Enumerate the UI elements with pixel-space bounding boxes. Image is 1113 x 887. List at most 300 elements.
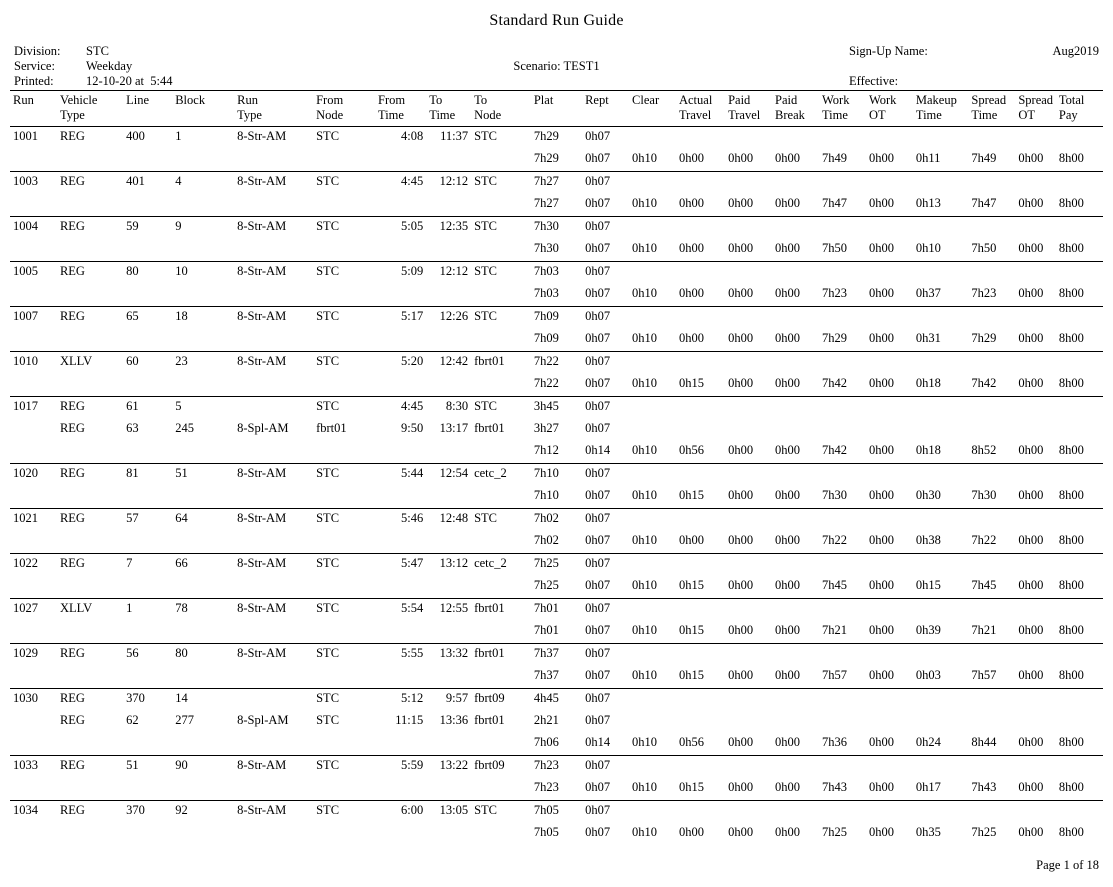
cell-actual_travel: 0h15	[676, 778, 725, 801]
cell-rept: 0h07	[585, 219, 611, 233]
cell-plat: 7h10	[531, 486, 582, 509]
cell-block: 92	[175, 803, 188, 817]
cell-paid_travel	[725, 554, 772, 577]
cell-run_type	[234, 486, 313, 509]
column-header-rept	[582, 91, 629, 127]
table-row	[10, 509, 1103, 532]
cell-vehicle_type: REG	[59, 646, 85, 660]
cell-paid_break: 0h00	[772, 486, 819, 509]
cell-to_node	[471, 239, 531, 262]
cell-run: 1034	[13, 803, 38, 817]
cell-makeup_time: 0h18	[913, 374, 969, 397]
cell-work_time	[819, 801, 866, 824]
cell-to_time: 11:37	[440, 129, 469, 143]
cell-paid_break	[772, 127, 819, 150]
page-footer: Page 1 of 18	[1036, 858, 1099, 872]
cell-clear: 0h10	[629, 149, 676, 172]
cell-vehicle_type: REG	[59, 556, 85, 570]
cell-total_pay	[1056, 689, 1103, 712]
cell-from_node: STC	[316, 309, 340, 323]
cell-to_node: STC	[474, 511, 498, 525]
cell-clear: 0h10	[629, 239, 676, 262]
cell-run	[10, 621, 57, 644]
table-row	[10, 127, 1103, 150]
cell-from_time: 5:47	[401, 556, 424, 570]
column-header-line1: Line	[126, 93, 150, 107]
cell-run_type: 8-Str-AM	[237, 511, 287, 525]
cell-spread_time: 7h49	[968, 149, 1015, 172]
cell-actual_travel	[676, 262, 725, 285]
cell-from_time	[375, 329, 426, 352]
cell-from_node: STC	[316, 713, 340, 727]
cell-rept: 0h07	[582, 666, 629, 689]
cell-plat: 7h30	[531, 239, 582, 262]
cell-paid_travel	[725, 599, 772, 622]
cell-vehicle_type: REG	[59, 264, 85, 278]
cell-to_time	[426, 621, 471, 644]
cell-run: 1007	[13, 309, 38, 323]
cell-vehicle_type	[57, 778, 123, 801]
cell-makeup_time: 0h38	[913, 531, 969, 554]
cell-to_node	[471, 576, 531, 599]
cell-vehicle_type: REG	[59, 713, 85, 727]
cell-spread_ot	[1015, 217, 1056, 240]
cell-work_ot	[866, 127, 913, 150]
cell-vehicle_type	[57, 239, 123, 262]
column-header-line2: Time	[971, 108, 998, 122]
cell-vehicle_type	[57, 441, 123, 464]
cell-makeup_time	[913, 464, 969, 487]
cell-block: 78	[175, 601, 188, 615]
cell-clear	[629, 217, 676, 240]
cell-paid_travel	[725, 397, 772, 420]
cell-run_type	[234, 531, 313, 554]
cell-spread_ot: 0h00	[1015, 329, 1056, 352]
cell-plat: 7h10	[533, 466, 559, 480]
cell-run: 1003	[13, 174, 38, 188]
meta-right-block	[849, 44, 1099, 89]
cell-plat: 7h01	[533, 601, 559, 615]
table-row	[10, 644, 1103, 667]
cell-block: 66	[175, 556, 188, 570]
cell-paid_travel: 0h00	[725, 621, 772, 644]
table-row	[10, 756, 1103, 779]
cell-actual_travel: 0h56	[676, 733, 725, 756]
cell-paid_break: 0h00	[772, 284, 819, 307]
cell-to_node: fbrt01	[474, 354, 505, 368]
cell-run_type: 8-Spl-AM	[237, 713, 289, 727]
cell-spread_ot	[1015, 599, 1056, 622]
cell-line: 370	[126, 803, 145, 817]
cell-work_time	[819, 352, 866, 375]
cell-spread_time: 7h43	[968, 778, 1015, 801]
column-header-work_ot	[866, 91, 913, 127]
cell-work_ot	[866, 644, 913, 667]
cell-plat: 7h27	[531, 194, 582, 217]
cell-run_type	[234, 689, 313, 712]
cell-from_time: 4:45	[401, 174, 424, 188]
cell-makeup_time	[913, 599, 969, 622]
cell-vehicle_type: REG	[59, 129, 85, 143]
column-header-line2: OT	[1018, 108, 1036, 122]
cell-makeup_time: 0h17	[913, 778, 969, 801]
column-header-line1: Spread	[971, 93, 1007, 107]
column-header-line1: Plat	[533, 93, 554, 107]
cell-paid_break	[772, 352, 819, 375]
cell-clear	[629, 464, 676, 487]
cell-line: 60	[126, 354, 139, 368]
cell-paid_break: 0h00	[772, 666, 819, 689]
cell-actual_travel: 0h00	[676, 149, 725, 172]
cell-work_time: 7h42	[819, 441, 866, 464]
cell-plat: 7h03	[533, 264, 559, 278]
cell-spread_ot: 0h00	[1015, 576, 1056, 599]
column-header-line1: Work	[821, 93, 850, 107]
cell-block: 90	[175, 758, 188, 772]
cell-vehicle_type: REG	[59, 309, 85, 323]
cell-makeup_time: 0h31	[913, 329, 969, 352]
cell-run_type: 8-Str-AM	[237, 803, 287, 817]
cell-run_type	[234, 441, 313, 464]
cell-run_type: 8-Str-AM	[237, 354, 287, 368]
cell-run	[10, 419, 57, 441]
cell-vehicle_type	[57, 374, 123, 397]
cell-work_ot	[866, 262, 913, 285]
cell-to_time	[426, 284, 471, 307]
cell-block: 64	[175, 511, 188, 525]
cell-clear	[629, 307, 676, 330]
cell-actual_travel	[676, 599, 725, 622]
cell-run	[10, 666, 57, 689]
column-header-line2: Break	[775, 108, 805, 122]
cell-run_type	[234, 329, 313, 352]
cell-work_time	[819, 756, 866, 779]
cell-block	[172, 329, 234, 352]
column-header-line1: Actual	[678, 93, 713, 107]
cell-makeup_time	[913, 127, 969, 150]
cell-clear	[629, 127, 676, 150]
cell-work_ot: 0h00	[866, 374, 913, 397]
table-row	[10, 352, 1103, 375]
cell-line: 59	[126, 219, 139, 233]
column-header-line1: Work	[868, 93, 897, 107]
cell-plat: 7h29	[533, 129, 559, 143]
cell-spread_ot: 0h00	[1018, 825, 1044, 839]
cell-to_node	[471, 284, 531, 307]
cell-spread_ot: 0h00	[1015, 666, 1056, 689]
cell-line	[123, 149, 172, 172]
meta-row-printed	[14, 74, 172, 89]
cell-from_time	[375, 666, 426, 689]
cell-from_node	[313, 441, 375, 464]
cell-paid_break: 0h00	[772, 441, 819, 464]
cell-paid_travel: 0h00	[728, 825, 754, 839]
cell-clear	[629, 262, 676, 285]
cell-rept: 0h07	[582, 329, 629, 352]
cell-plat: 2h21	[533, 713, 559, 727]
cell-from_node	[313, 733, 375, 756]
column-header-from_node	[313, 91, 375, 127]
cell-rept: 0h07	[582, 284, 629, 307]
cell-paid_break: 0h00	[772, 194, 819, 217]
cell-paid_break	[772, 464, 819, 487]
column-header-line2: Travel	[728, 108, 761, 122]
cell-run_type: 8-Str-AM	[237, 219, 287, 233]
table-row	[10, 217, 1103, 240]
cell-work_ot	[866, 554, 913, 577]
cell-total_pay	[1056, 756, 1103, 779]
cell-work_time: 7h50	[819, 239, 866, 262]
table-row	[10, 239, 1103, 262]
cell-spread_ot	[1015, 419, 1056, 441]
cell-line	[123, 194, 172, 217]
cell-work_ot: 0h00	[866, 441, 913, 464]
cell-paid_travel	[725, 307, 772, 330]
table-row	[10, 486, 1103, 509]
cell-spread_ot	[1015, 172, 1056, 195]
cell-run: 1027	[13, 601, 38, 615]
column-header-spread_time	[968, 91, 1015, 127]
cell-work_time	[819, 554, 866, 577]
cell-makeup_time	[913, 419, 969, 441]
cell-total_pay	[1056, 127, 1103, 150]
column-header-clear	[629, 91, 676, 127]
cell-spread_ot: 0h00	[1015, 374, 1056, 397]
cell-to_time: 12:12	[439, 264, 469, 278]
cell-clear: 0h10	[629, 441, 676, 464]
table-header-row	[10, 91, 1103, 127]
cell-makeup_time: 0h30	[913, 486, 969, 509]
cell-paid_break	[772, 554, 819, 577]
cell-vehicle_type: REG	[59, 758, 85, 772]
cell-vehicle_type: REG	[59, 399, 85, 413]
cell-spread_ot	[1015, 352, 1056, 375]
cell-work_time	[819, 509, 866, 532]
cell-makeup_time: 0h37	[913, 284, 969, 307]
cell-clear: 0h10	[629, 374, 676, 397]
cell-actual_travel: 0h00	[676, 531, 725, 554]
cell-plat: 7h09	[533, 309, 559, 323]
cell-plat: 7h22	[533, 354, 559, 368]
cell-from_node	[313, 531, 375, 554]
cell-work_time: 7h36	[819, 733, 866, 756]
table-row	[10, 464, 1103, 487]
cell-run: 1022	[13, 556, 38, 570]
signup-name-label: Sign-Up Name:	[849, 44, 928, 58]
cell-rept: 0h07	[585, 713, 611, 727]
table-row	[10, 801, 1103, 824]
column-header-vehicle_type	[57, 91, 123, 127]
cell-from_node: STC	[316, 601, 340, 615]
cell-from_node: STC	[316, 129, 340, 143]
cell-clear: 0h10	[632, 825, 658, 839]
cell-to_time: 9:57	[445, 691, 469, 705]
cell-paid_travel	[725, 756, 772, 779]
division-value: STC	[86, 44, 109, 58]
cell-clear	[629, 509, 676, 532]
table-row	[10, 621, 1103, 644]
cell-to_time	[426, 374, 471, 397]
cell-paid_travel	[725, 172, 772, 195]
cell-work_time	[819, 644, 866, 667]
cell-spread_ot: 0h00	[1015, 239, 1056, 262]
cell-from_time	[375, 239, 426, 262]
cell-makeup_time	[913, 801, 969, 824]
cell-paid_travel: 0h00	[725, 149, 772, 172]
column-header-line2: Time	[915, 108, 942, 122]
cell-work_ot: 0h00	[868, 825, 894, 839]
cell-paid_break: 0h00	[772, 576, 819, 599]
cell-from_node	[313, 194, 375, 217]
cell-run: 1017	[13, 399, 38, 413]
cell-spread_time	[968, 127, 1015, 150]
column-header-work_time	[819, 91, 866, 127]
cell-rept: 0h07	[585, 421, 611, 435]
cell-clear: 0h10	[629, 486, 676, 509]
cell-run_type: 8-Str-AM	[237, 264, 287, 278]
service-label: Service:	[14, 59, 55, 73]
cell-rept: 0h07	[585, 399, 611, 413]
cell-paid_travel	[725, 127, 772, 150]
cell-line: 400	[126, 129, 145, 143]
cell-rept: 0h07	[582, 531, 629, 554]
table-row	[10, 419, 1103, 441]
meta-row-blank	[849, 59, 1099, 74]
cell-work_time: 7h22	[819, 531, 866, 554]
table-row	[10, 172, 1103, 195]
cell-line	[123, 486, 172, 509]
column-header-line1: Run	[13, 93, 34, 107]
cell-to_node: STC	[474, 309, 498, 323]
cell-plat: 3h45	[533, 399, 559, 413]
cell-block: 277	[175, 713, 194, 727]
cell-block: 14	[175, 691, 188, 705]
cell-to_node: cetc_2	[474, 466, 507, 480]
cell-work_time: 7h47	[819, 194, 866, 217]
column-header-line1: Spread	[1018, 93, 1054, 107]
cell-rept: 0h07	[585, 466, 611, 480]
cell-spread_time: 7h50	[968, 239, 1015, 262]
cell-vehicle_type	[57, 531, 123, 554]
column-header-run	[10, 91, 57, 127]
cell-to_time: 12:12	[439, 174, 469, 188]
cell-from_time	[375, 194, 426, 217]
cell-run_type	[234, 239, 313, 262]
cell-line	[123, 441, 172, 464]
cell-block	[172, 239, 234, 262]
cell-spread_time: 7h25	[971, 825, 997, 839]
cell-run: 1021	[13, 511, 38, 525]
cell-to_node	[471, 823, 531, 845]
cell-clear	[629, 419, 676, 441]
column-header-total_pay	[1056, 91, 1103, 127]
table-row	[10, 531, 1103, 554]
cell-to_node	[471, 531, 531, 554]
cell-from_time	[375, 621, 426, 644]
cell-spread_ot	[1015, 689, 1056, 712]
meta-row-signup	[849, 44, 1099, 59]
cell-run_type	[234, 397, 313, 420]
table-row	[10, 307, 1103, 330]
cell-line	[123, 823, 172, 845]
column-header-from_time	[375, 91, 426, 127]
column-header-line1: Rept	[585, 93, 609, 107]
cell-rept: 0h07	[582, 194, 629, 217]
cell-from_node	[313, 621, 375, 644]
cell-spread_time	[968, 509, 1015, 532]
cell-to_time: 8:30	[445, 399, 469, 413]
column-header-line2: Travel	[678, 108, 712, 122]
cell-actual_travel	[676, 801, 725, 824]
cell-work_time: 7h25	[821, 825, 847, 839]
cell-plat: 7h05	[533, 803, 559, 817]
cell-to_time	[426, 486, 471, 509]
cell-from_node: STC	[316, 556, 340, 570]
cell-spread_time: 7h29	[968, 329, 1015, 352]
cell-line: 57	[126, 511, 139, 525]
cell-spread_ot	[1015, 644, 1056, 667]
cell-from_node: fbrt01	[316, 421, 347, 435]
cell-from_time	[375, 284, 426, 307]
cell-plat: 7h37	[531, 666, 582, 689]
cell-paid_travel: 0h00	[725, 441, 772, 464]
cell-from_node	[313, 486, 375, 509]
cell-work_time: 7h21	[819, 621, 866, 644]
cell-plat: 7h03	[531, 284, 582, 307]
scenario-label: Scenario: TEST1	[513, 59, 600, 73]
cell-plat: 4h45	[533, 691, 559, 705]
cell-run_type: 8-Str-AM	[237, 129, 287, 143]
cell-to_node	[471, 149, 531, 172]
cell-paid_break	[772, 509, 819, 532]
cell-spread_time	[968, 307, 1015, 330]
cell-to_time: 12:54	[439, 466, 469, 480]
cell-run: 1010	[13, 354, 38, 368]
cell-from_time: 5:59	[401, 758, 424, 772]
cell-work_ot: 0h00	[866, 329, 913, 352]
cell-run_type	[234, 284, 313, 307]
cell-spread_time: 8h44	[968, 733, 1015, 756]
cell-vehicle_type	[57, 329, 123, 352]
cell-to_time	[426, 823, 471, 845]
cell-paid_travel	[725, 801, 772, 824]
cell-total_pay: 8h00	[1056, 149, 1103, 172]
cell-to_time	[426, 194, 471, 217]
cell-vehicle_type: REG	[59, 174, 85, 188]
cell-plat: 7h02	[533, 511, 559, 525]
cell-run_type	[234, 194, 313, 217]
cell-work_ot: 0h00	[866, 733, 913, 756]
cell-block	[172, 149, 234, 172]
cell-spread_ot	[1015, 127, 1056, 150]
cell-makeup_time	[913, 756, 969, 779]
cell-vehicle_type	[57, 486, 123, 509]
cell-run_type	[234, 149, 313, 172]
cell-total_pay	[1056, 554, 1103, 577]
cell-paid_travel	[725, 464, 772, 487]
cell-rept: 0h07	[585, 646, 611, 660]
cell-run_type: 8-Str-AM	[237, 174, 287, 188]
table-row	[10, 554, 1103, 577]
cell-plat: 7h29	[531, 149, 582, 172]
cell-paid_travel: 0h00	[725, 531, 772, 554]
cell-to_time	[426, 531, 471, 554]
cell-clear: 0h10	[629, 194, 676, 217]
cell-plat: 7h01	[531, 621, 582, 644]
cell-makeup_time	[913, 352, 969, 375]
cell-run	[10, 486, 57, 509]
cell-total_pay	[1056, 217, 1103, 240]
